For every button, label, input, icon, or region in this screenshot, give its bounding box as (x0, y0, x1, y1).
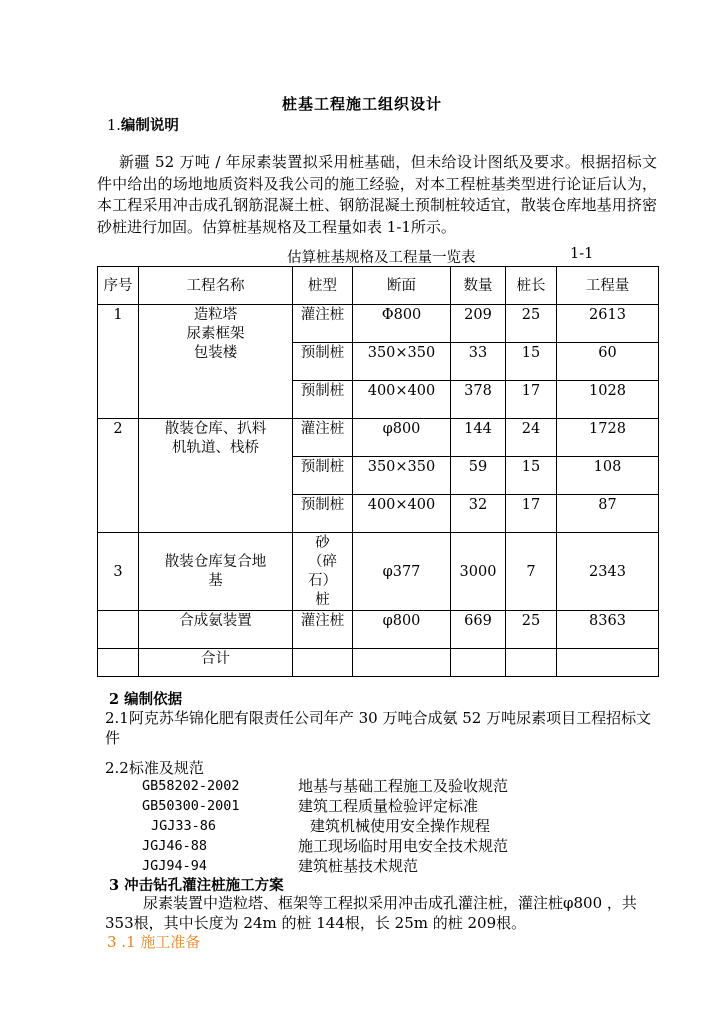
section-2-item-1: 2.1阿克苏华锦化肥有限责任公司年产 30 万吨合成氨 52 万吨尿素项目工程招标文件 (105, 709, 652, 747)
pile-type-cell: 灌注桩 (293, 611, 353, 649)
quantity-cell: 669 (451, 611, 506, 649)
quantity-cell: 33 (451, 343, 506, 381)
volume-cell: 1028 (557, 381, 659, 419)
standard-code: JGJ33-86 (151, 818, 217, 834)
pile-type-cell: 预制桩 (293, 495, 353, 533)
length-cell: 7 (506, 533, 557, 611)
table-number: 1-1 (570, 246, 594, 262)
volume-cell: 2343 (557, 533, 659, 611)
header-section: 断面 (353, 267, 451, 305)
header-pile-length: 桩长 (506, 267, 557, 305)
length-cell: 24 (506, 419, 557, 457)
table-caption: 估算桩基规格及工程量一览表 (287, 250, 476, 266)
standard-name: 建筑机械使用安全操作规程 (310, 817, 491, 835)
length-cell: 15 (506, 343, 557, 381)
header-work-volume: 工程量 (557, 267, 659, 305)
volume-cell: 8363 (557, 611, 659, 649)
header-quantity: 数量 (451, 267, 506, 305)
standard-name: 地基与基础工程施工及验收规范 (298, 777, 509, 795)
standard-name: 施工现场临时用电安全技术规范 (298, 837, 509, 855)
table-header-row (98, 267, 659, 305)
section-2-item-2: 2.2标准及规范 (105, 759, 204, 777)
section-1-paragraph: 新疆 52 万吨 / 年尿素装置拟采用桩基础，但未给设计图纸及要求。根据招标文件中给出的场地地质资料及我公司的施工经验，对本工程桩基类型进行论证后认为，本工程采用冲击成孔钢筋混凝土桩、钢筋混凝土预制桩较适宜，散装仓库地基用挤密砂桩进行加固。估算桩基规格及工程量如表 1-1所示。 (97, 153, 657, 236)
quantity-cell: 59 (451, 457, 506, 495)
standard-code: GB58202-2002 (142, 778, 240, 794)
group-name: 散装仓库复合地基 (139, 533, 293, 611)
quantity-cell: 209 (451, 305, 506, 343)
table-row (98, 533, 659, 611)
pile-type-cell: 预制桩 (293, 343, 353, 381)
standard-name: 建筑工程质量检验评定标准 (298, 797, 479, 815)
total-label: 合计 (139, 649, 293, 677)
pile-type-cell: 预制桩 (293, 457, 353, 495)
section-cell: 350×350 (353, 457, 451, 495)
group-no (98, 611, 139, 649)
standard-name: 建筑桩基技术规范 (298, 857, 419, 875)
pile-type-cell: 预制桩 (293, 381, 353, 419)
table-total-row (98, 649, 659, 677)
section-1-number: 1. (107, 118, 121, 134)
standard-code: JGJ94-94 (142, 858, 208, 874)
pile-type-cell: 砂（碎石）桩 (293, 533, 353, 611)
section-cell: φ800 (353, 611, 451, 649)
group-no: 2 (98, 419, 139, 533)
section-1-heading (107, 114, 179, 135)
quantity-cell: 3000 (451, 533, 506, 611)
length-cell: 17 (506, 381, 557, 419)
pile-type-cell: 灌注桩 (293, 305, 353, 343)
pile-spec-table (97, 266, 659, 677)
length-cell: 17 (506, 495, 557, 533)
length-cell: 15 (506, 457, 557, 495)
section-2-heading: 2 编制依据 (109, 691, 183, 708)
group-no: 3 (98, 533, 139, 611)
document-title: 桩基工程施工组织设计 (281, 95, 442, 113)
section-cell: 400×400 (353, 381, 451, 419)
section-cell: φ377 (353, 533, 451, 611)
quantity-cell: 378 (451, 381, 506, 419)
table-row (98, 611, 659, 649)
section-3-1-heading: 3 .1 施工准备 (107, 933, 201, 951)
section-cell: Φ800 (353, 305, 451, 343)
group-name: 合成氨装置 (139, 611, 293, 649)
section-cell: 350×350 (353, 343, 451, 381)
volume-cell: 60 (557, 343, 659, 381)
standard-code: JGJ46-88 (142, 838, 208, 854)
group-no: 1 (98, 305, 139, 419)
section-3-heading: 3 冲击钻孔灌注桩施工方案 (109, 877, 284, 894)
section-cell: φ800 (353, 419, 451, 457)
pile-type-cell: 灌注桩 (293, 419, 353, 457)
volume-cell: 2613 (557, 305, 659, 343)
quantity-cell: 32 (451, 495, 506, 533)
header-project-name: 工程名称 (139, 267, 293, 305)
group-name: 造粒塔 尿素框架 包装楼 (139, 305, 293, 419)
header-pile-type: 桩型 (293, 267, 353, 305)
table-row (98, 419, 659, 457)
section-3-paragraph: 尿素装置中造粒塔、框架等工程拟采用冲击成孔灌注桩，灌注桩φ800 ，共 353根，其中长度为 24m 的桩 144根，长 25m 的桩 209根。 (105, 894, 637, 932)
volume-cell: 108 (557, 457, 659, 495)
standard-code: GB50300-2001 (142, 798, 240, 814)
volume-cell: 87 (557, 495, 659, 533)
length-cell: 25 (506, 611, 557, 649)
section-1-title: 编制说明 (120, 117, 179, 134)
length-cell: 25 (506, 305, 557, 343)
section-cell: 400×400 (353, 495, 451, 533)
header-no: 序号 (98, 267, 139, 305)
group-name: 散装仓库、扒料机轨道、栈桥 (139, 419, 293, 533)
quantity-cell: 144 (451, 419, 506, 457)
volume-cell: 1728 (557, 419, 659, 457)
table-row (98, 305, 659, 343)
